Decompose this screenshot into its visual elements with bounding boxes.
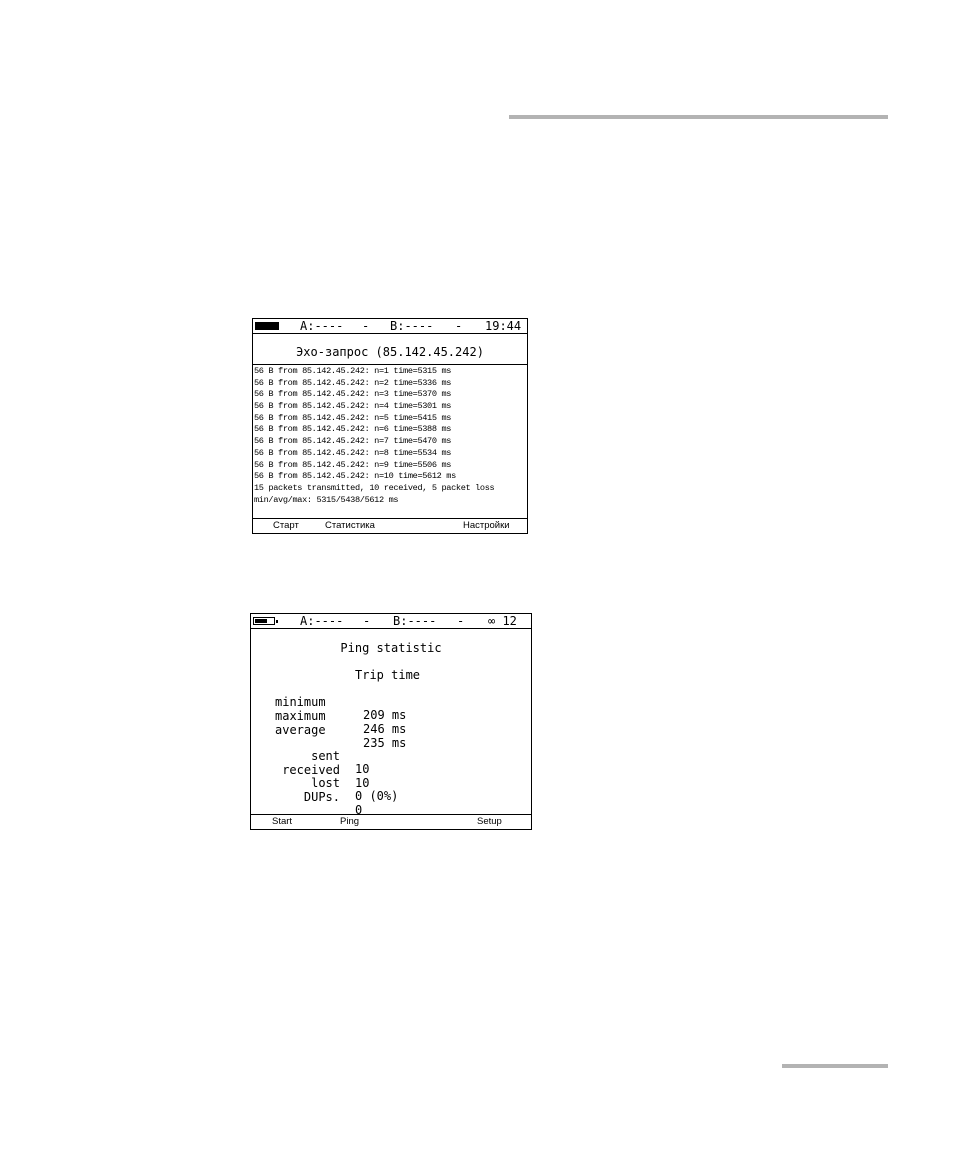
screen-title: Ping statistic [340, 641, 442, 655]
stat-label: average [275, 723, 326, 737]
stat-label: received [282, 763, 340, 777]
log-line: 56 B from 85.142.45.242: n=5 time=5415 ms [254, 412, 452, 423]
stat-label: lost [311, 776, 340, 790]
settings-softkey[interactable]: Настройки [463, 520, 510, 531]
setup-softkey[interactable]: Setup [477, 816, 502, 827]
status-bar [251, 614, 531, 629]
stat-value: 0 [355, 803, 363, 817]
status-separator: - [457, 614, 465, 628]
status-bar [253, 319, 527, 334]
status-separator: - [455, 319, 463, 333]
start-softkey[interactable]: Start [272, 816, 293, 827]
port-a-status: A:---- [300, 614, 344, 628]
stat-value: 10 [355, 776, 370, 790]
header-rule [509, 115, 888, 119]
clock: 19:44 [485, 319, 522, 333]
start-softkey[interactable]: Старт [273, 520, 299, 531]
stat-value: 235 ms [363, 736, 407, 750]
trip-time-header: Trip time [355, 668, 421, 682]
echo-request-screen [252, 318, 528, 534]
port-b-status: B:---- [390, 319, 434, 333]
log-line: 56 B from 85.142.45.242: n=10 time=5612 ms [254, 471, 456, 482]
log-line: 56 B from 85.142.45.242: n=4 time=5301 ms [254, 401, 452, 412]
stat-value: 246 ms [363, 722, 407, 736]
repeat-counter: ∞ 12 [488, 614, 517, 628]
softkey-bar [253, 518, 527, 533]
divider [253, 364, 527, 365]
statistics-softkey[interactable]: Статистика [325, 520, 375, 531]
ping-log [254, 366, 526, 506]
stat-label: DUPs. [303, 790, 340, 804]
battery-icon [255, 322, 279, 330]
log-line: 15 packets transmitted, 10 received, 5 packet loss [254, 482, 495, 493]
battery-icon [253, 617, 275, 625]
log-line: 56 B from 85.142.45.242: n=7 time=5470 ms [254, 436, 452, 447]
status-separator: - [363, 614, 371, 628]
log-line: 56 B from 85.142.45.242: n=6 time=5388 ms [254, 424, 452, 435]
log-line: min/avg/max: 5315/5438/5612 ms [254, 494, 399, 505]
softkey-bar [251, 814, 531, 829]
log-line: 56 B from 85.142.45.242: n=9 time=5506 ms [254, 459, 452, 470]
stat-value: 10 [355, 762, 370, 776]
stat-label: sent [311, 749, 340, 763]
ping-statistic-screen [250, 613, 532, 830]
status-separator: - [362, 319, 370, 333]
ping-softkey[interactable]: Ping [340, 816, 360, 827]
footer-rule [782, 1064, 888, 1068]
stat-label: maximum [275, 709, 326, 723]
log-line: 56 B from 85.142.45.242: n=1 time=5315 ms [254, 366, 452, 376]
screen-title: Эхо-запрос (85.142.45.242) [296, 345, 484, 359]
log-line: 56 B from 85.142.45.242: n=2 time=5336 ms [254, 377, 452, 388]
port-a-status: A:---- [300, 319, 344, 333]
log-line: 56 B from 85.142.45.242: n=3 time=5370 ms [254, 389, 452, 400]
stat-value: 209 ms [363, 708, 407, 722]
port-b-status: B:---- [393, 614, 437, 628]
stat-value: 0 (0%) [355, 789, 399, 803]
log-line: 56 B from 85.142.45.242: n=8 time=5534 ms [254, 447, 452, 458]
stat-label: minimum [275, 695, 326, 709]
